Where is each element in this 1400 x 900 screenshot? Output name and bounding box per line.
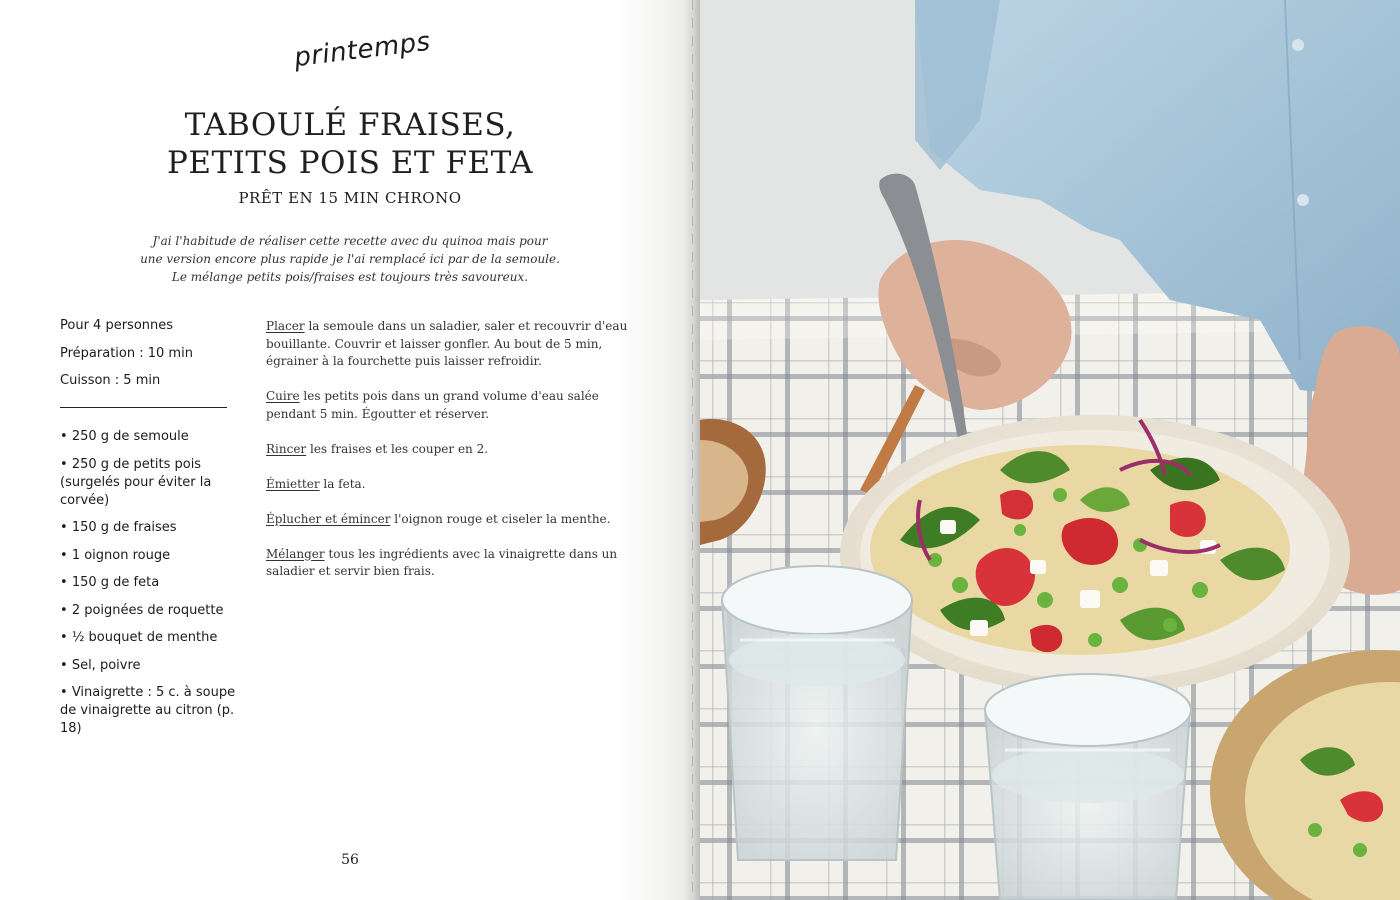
ingredient-item: • 2 poignées de roquette bbox=[60, 602, 250, 620]
step-verb: Mélanger bbox=[266, 546, 325, 561]
recipe-step bbox=[266, 511, 638, 529]
step-text: les petits pois dans un grand volume d'eau salée pendant 5 min. Égoutter et réserver. bbox=[266, 389, 599, 421]
step-verb: Éplucher et émincer bbox=[266, 511, 391, 526]
salad-photo-illustration bbox=[700, 0, 1400, 900]
recipe-step bbox=[266, 388, 638, 423]
recipe-title-line-1: TABOULÉ FRAISES, bbox=[184, 107, 516, 143]
recipe-intro bbox=[120, 232, 580, 286]
step-text: les fraises et les couper en 2. bbox=[306, 441, 489, 456]
step-verb: Émietter bbox=[266, 476, 320, 491]
step-text: l'oignon rouge et ciseler la menthe. bbox=[390, 511, 611, 526]
step-verb: Placer bbox=[266, 319, 305, 333]
ingredient-item: • 250 g de semoule bbox=[60, 428, 250, 446]
servings: Pour 4 personnes bbox=[60, 318, 174, 333]
ingredient-item: • ½ bouquet de menthe bbox=[60, 629, 250, 647]
meta-divider bbox=[60, 407, 227, 408]
intro-line: une version encore plus rapide je l'ai remplacé ici par de la semoule. bbox=[140, 252, 560, 266]
recipe-title-line-2: PETITS POIS ET FETA bbox=[167, 145, 533, 181]
season-label: printemps bbox=[292, 26, 433, 74]
shirt-button bbox=[1297, 194, 1309, 206]
ingredient-item: • Vinaigrette : 5 c. à soupe de vinaigrette au citron (p. 18) bbox=[60, 684, 250, 738]
ingredient-item: • 150 g de feta bbox=[60, 574, 250, 592]
intro-line: Le mélange petits pois/fraises est toujours très savoureux. bbox=[171, 270, 529, 284]
page-number: 56 bbox=[341, 852, 359, 868]
ingredient-item: • 1 oignon rouge bbox=[60, 547, 250, 565]
recipe-step bbox=[266, 441, 638, 459]
step-text: tous les ingrédients avec la vinaigrette dans un saladier et servir bien frais. bbox=[266, 546, 618, 578]
recipe-step bbox=[266, 318, 638, 371]
recipe-meta bbox=[60, 318, 240, 401]
recipe-steps bbox=[266, 318, 638, 598]
step-verb: Cuire bbox=[266, 389, 300, 403]
prep-time: Préparation : 10 min bbox=[60, 345, 193, 361]
intro-line: J'ai l'habitude de réaliser cette recette avec du quinoa mais pour bbox=[152, 234, 548, 248]
shirt-button bbox=[1292, 39, 1304, 51]
water-glass bbox=[985, 674, 1191, 900]
step-text: la feta. bbox=[319, 476, 366, 491]
recipe-step bbox=[266, 546, 638, 581]
cook-time: Cuisson : 5 min bbox=[60, 373, 161, 388]
recipe-subtitle: PRÊT EN 15 MIN CHRONO bbox=[238, 189, 462, 207]
step-verb: Rincer bbox=[266, 441, 307, 456]
ingredient-list bbox=[60, 428, 250, 748]
recipe-step bbox=[266, 476, 638, 494]
step-text: la semoule dans un saladier, saler et recouvrir d'eau bouillante. Couvrir et laisser gonfler. Au bout de 5 min, égrainer à la fourchette puis laisser refroidir. bbox=[266, 319, 628, 368]
recipe-photo bbox=[700, 0, 1400, 900]
binding-stitch bbox=[692, 0, 693, 900]
ingredient-item: • 150 g de fraises bbox=[60, 519, 250, 537]
ingredient-item: • Sel, poivre bbox=[60, 657, 250, 675]
ingredient-item: • 250 g de petits pois (surgelés pour éviter la corvée) bbox=[60, 456, 250, 510]
water-glass bbox=[722, 566, 912, 860]
recipe-title bbox=[150, 106, 550, 182]
